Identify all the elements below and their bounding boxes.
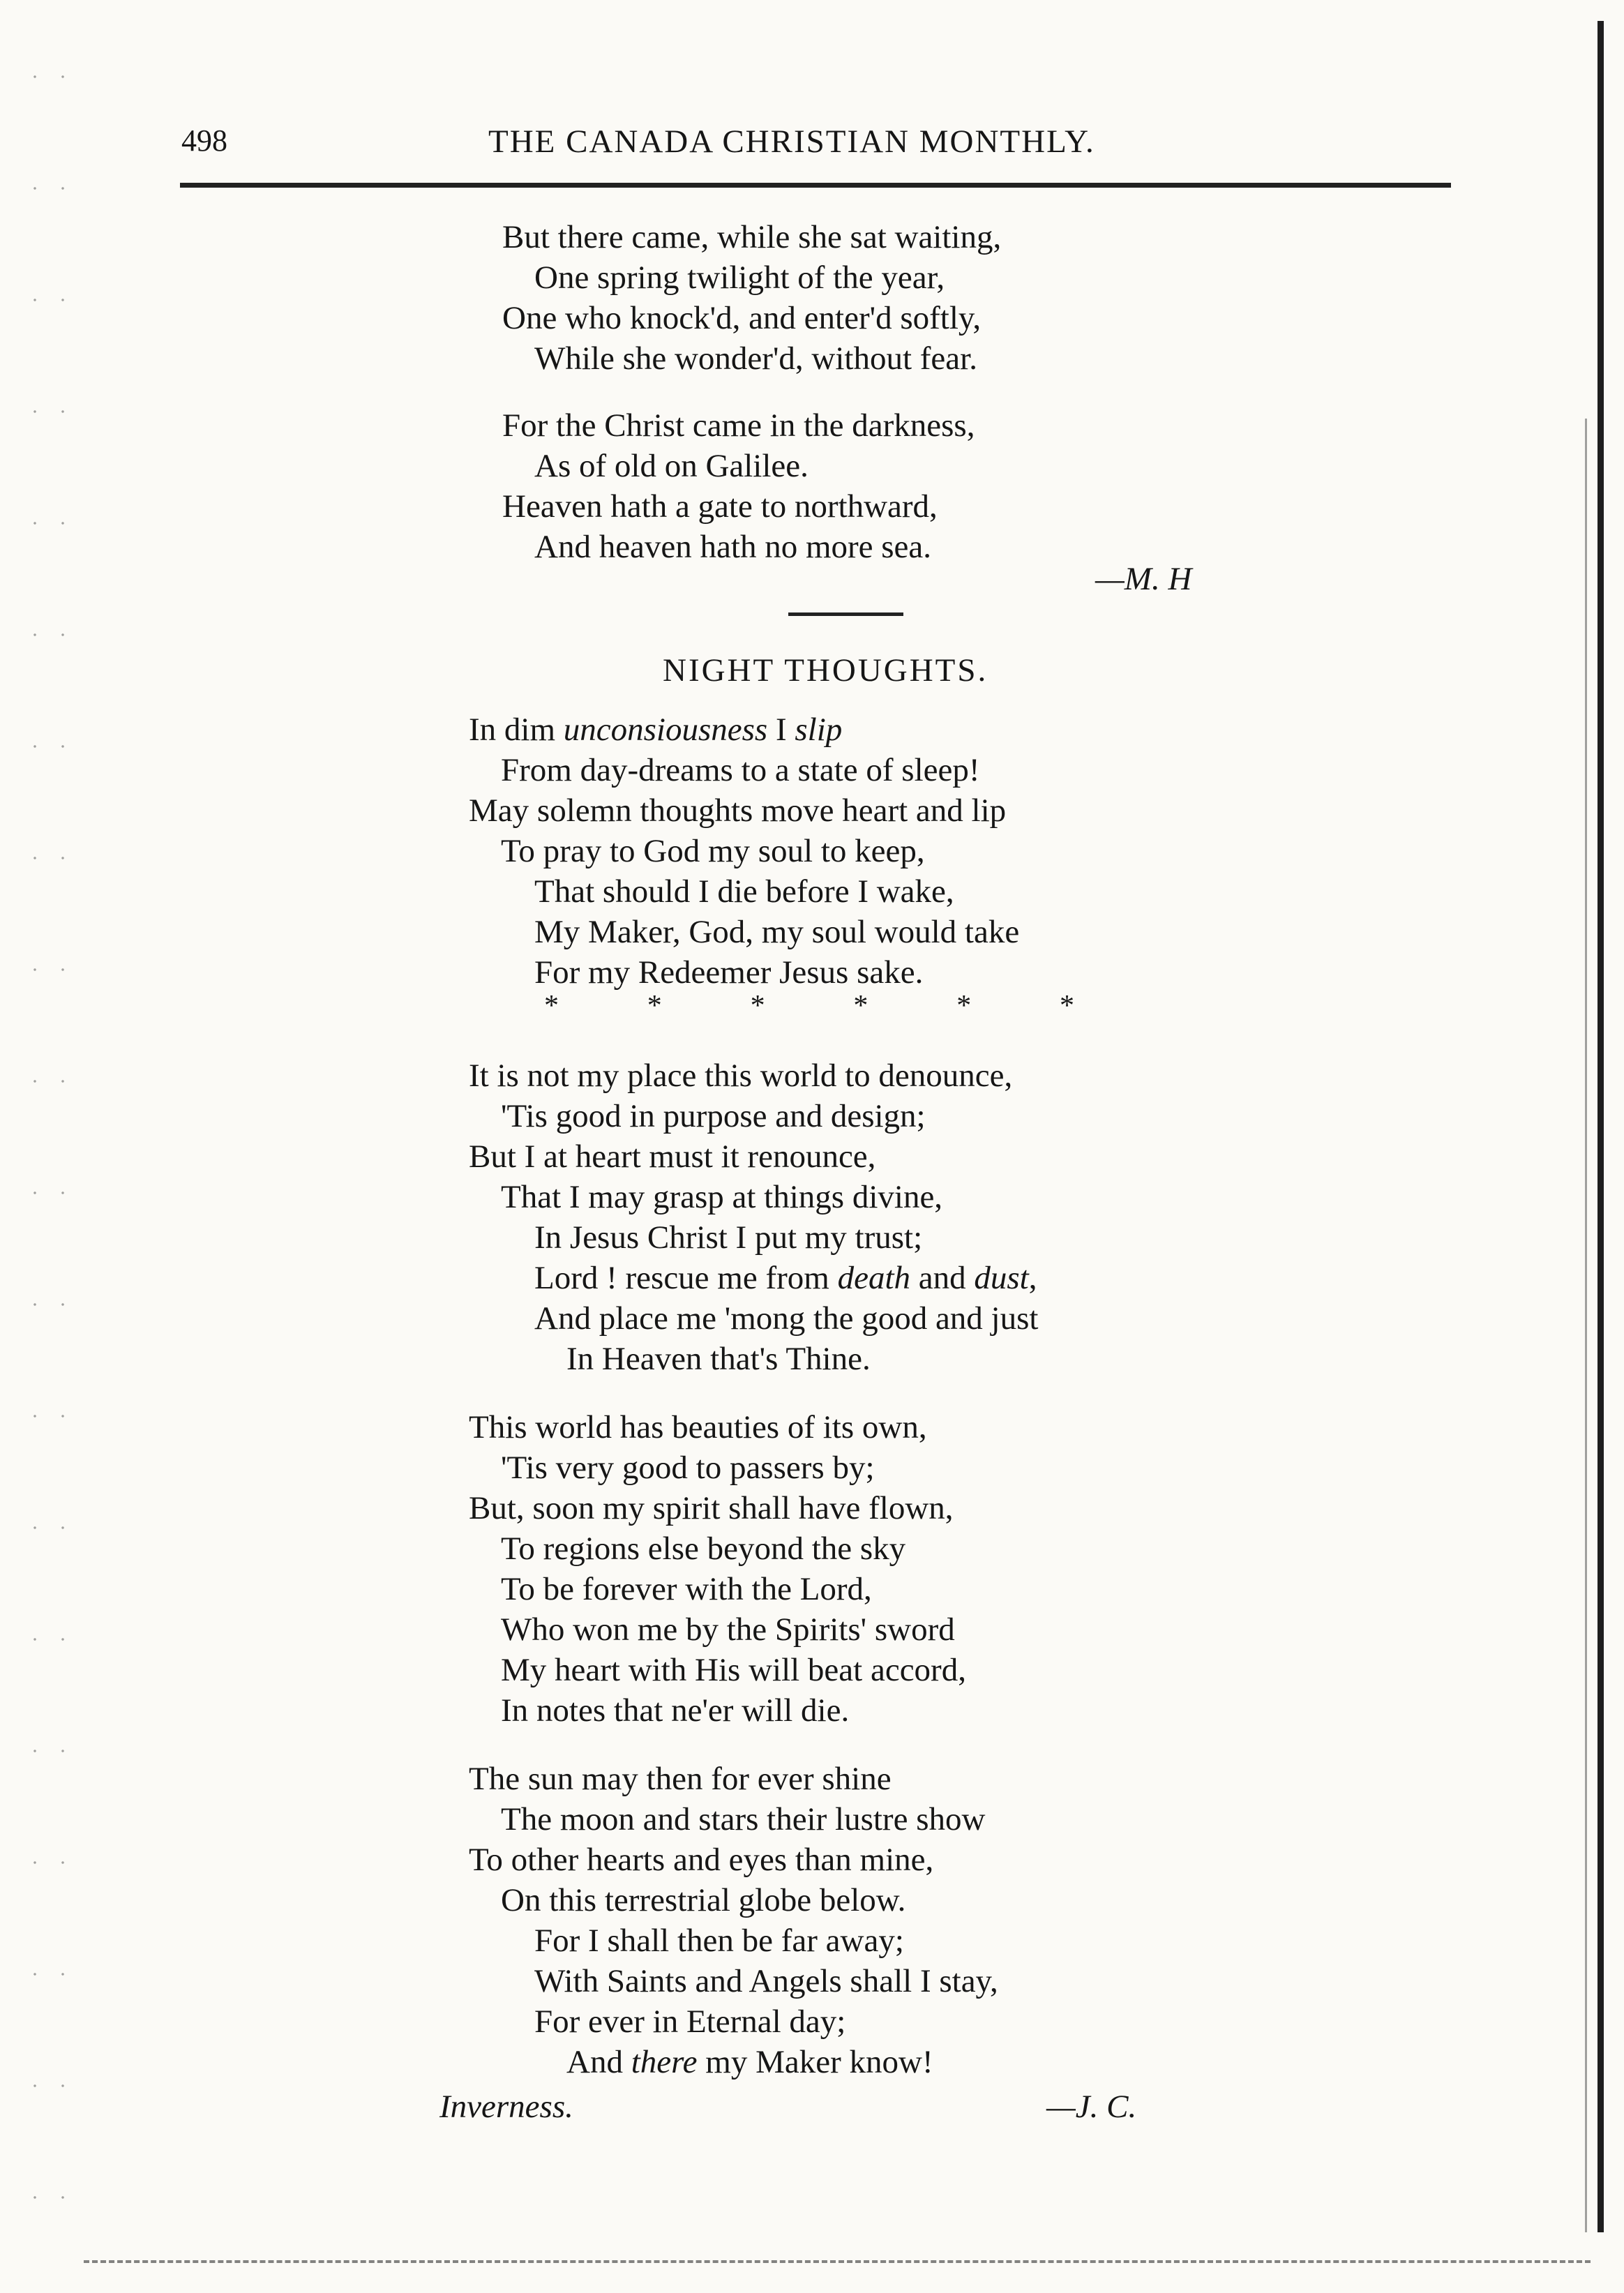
stanza1-line: From day-dreams to a state of sleep! xyxy=(501,752,980,788)
left-margin-specks xyxy=(21,21,84,2253)
running-title: THE CANADA CHRISTIAN MONTHLY. xyxy=(488,123,1095,160)
poem-title: NIGHT THOUGHTS. xyxy=(663,652,988,689)
star: * xyxy=(750,990,765,1022)
stanza3-line: In notes that ne'er will die. xyxy=(501,1692,850,1729)
star: * xyxy=(853,990,869,1022)
poem1-line: One who knock'd, and enter'd softly, xyxy=(502,300,982,336)
stanza2-line: Lord ! rescue me from death and dust, xyxy=(534,1260,1037,1296)
star: * xyxy=(544,990,559,1022)
stanza4-line: On this terrestrial globe below. xyxy=(501,1882,906,1918)
star: * xyxy=(956,990,972,1022)
stanza3-line: To be forever with the Lord, xyxy=(501,1571,872,1607)
stanza2-line: It is not my place this world to denounce, xyxy=(469,1058,1013,1094)
poem1-line: Heaven hath a gate to northward, xyxy=(502,488,938,525)
stanza3-line: To regions else beyond the sky xyxy=(501,1531,906,1567)
poem1-line: And heaven hath no more sea. xyxy=(534,529,932,565)
star: * xyxy=(647,990,662,1022)
stanza3-line: This world has beauties of its own, xyxy=(469,1409,927,1445)
poem2-signature: —J. C. xyxy=(1046,2089,1137,2125)
stanza4-line: To other hearts and eyes than mine, xyxy=(469,1842,934,1878)
poem1-line: While she wonder'd, without fear. xyxy=(534,340,977,377)
stanza1-line: My Maker, God, my soul would take xyxy=(534,914,1020,950)
bottom-scan-edge xyxy=(84,2260,1591,2263)
page-number: 498 xyxy=(181,123,227,158)
stanza3-line: But, soon my spirit shall have flown, xyxy=(469,1490,954,1526)
stanza1-line: May solemn thoughts move heart and lip xyxy=(469,792,1007,829)
poem1-line: For the Christ came in the darkness, xyxy=(502,407,975,444)
stanza2-line: 'Tis good in purpose and design; xyxy=(501,1098,926,1134)
section-separator xyxy=(788,612,903,616)
stanza1-line: That should I die before I wake, xyxy=(534,873,954,910)
stanza3-line: My heart with His will beat accord, xyxy=(501,1652,966,1688)
stanza2-line: But I at heart must it renounce, xyxy=(469,1138,876,1175)
stanza4-line: And there my Maker know! xyxy=(566,2044,933,2080)
stanza3-line: Who won me by the Spirits' sword xyxy=(501,1611,955,1648)
header-rule xyxy=(180,183,1451,188)
stanza4-line: For ever in Eternal day; xyxy=(534,2003,846,2040)
stanza3-line: 'Tis very good to passers by; xyxy=(501,1450,875,1486)
star-divider xyxy=(544,989,1074,1023)
stanza1-line: To pray to God my soul to keep, xyxy=(501,833,925,869)
stanza2-line: And place me 'mong the good and just xyxy=(534,1300,1039,1337)
stanza4-line: The moon and stars their lustre show xyxy=(501,1801,986,1837)
stanza1-line: For my Redeemer Jesus sake. xyxy=(534,954,924,991)
stanza2-line: That I may grasp at things divine, xyxy=(501,1179,943,1215)
poem1-signature: —M. H xyxy=(1095,561,1192,597)
page-edge-shadow-inner xyxy=(1585,419,1587,2232)
star: * xyxy=(1059,990,1074,1022)
stanza4-line: For I shall then be far away; xyxy=(534,1923,904,1959)
page-edge-shadow xyxy=(1597,21,1604,2232)
stanza2-line: In Heaven that's Thine. xyxy=(566,1341,871,1377)
stanza4-line: With Saints and Angels shall I stay, xyxy=(534,1963,998,1999)
poem1-line: As of old on Galilee. xyxy=(534,448,809,484)
stanza2-line: In Jesus Christ I put my trust; xyxy=(534,1219,923,1256)
stanza4-line: The sun may then for ever shine xyxy=(469,1761,892,1797)
poem1-line: But there came, while she sat waiting, xyxy=(502,219,1002,255)
stanza1-line: In dim unconsiousness I slip xyxy=(469,712,843,748)
poem1-line: One spring twilight of the year, xyxy=(534,260,945,296)
place-name: Inverness. xyxy=(439,2089,573,2125)
